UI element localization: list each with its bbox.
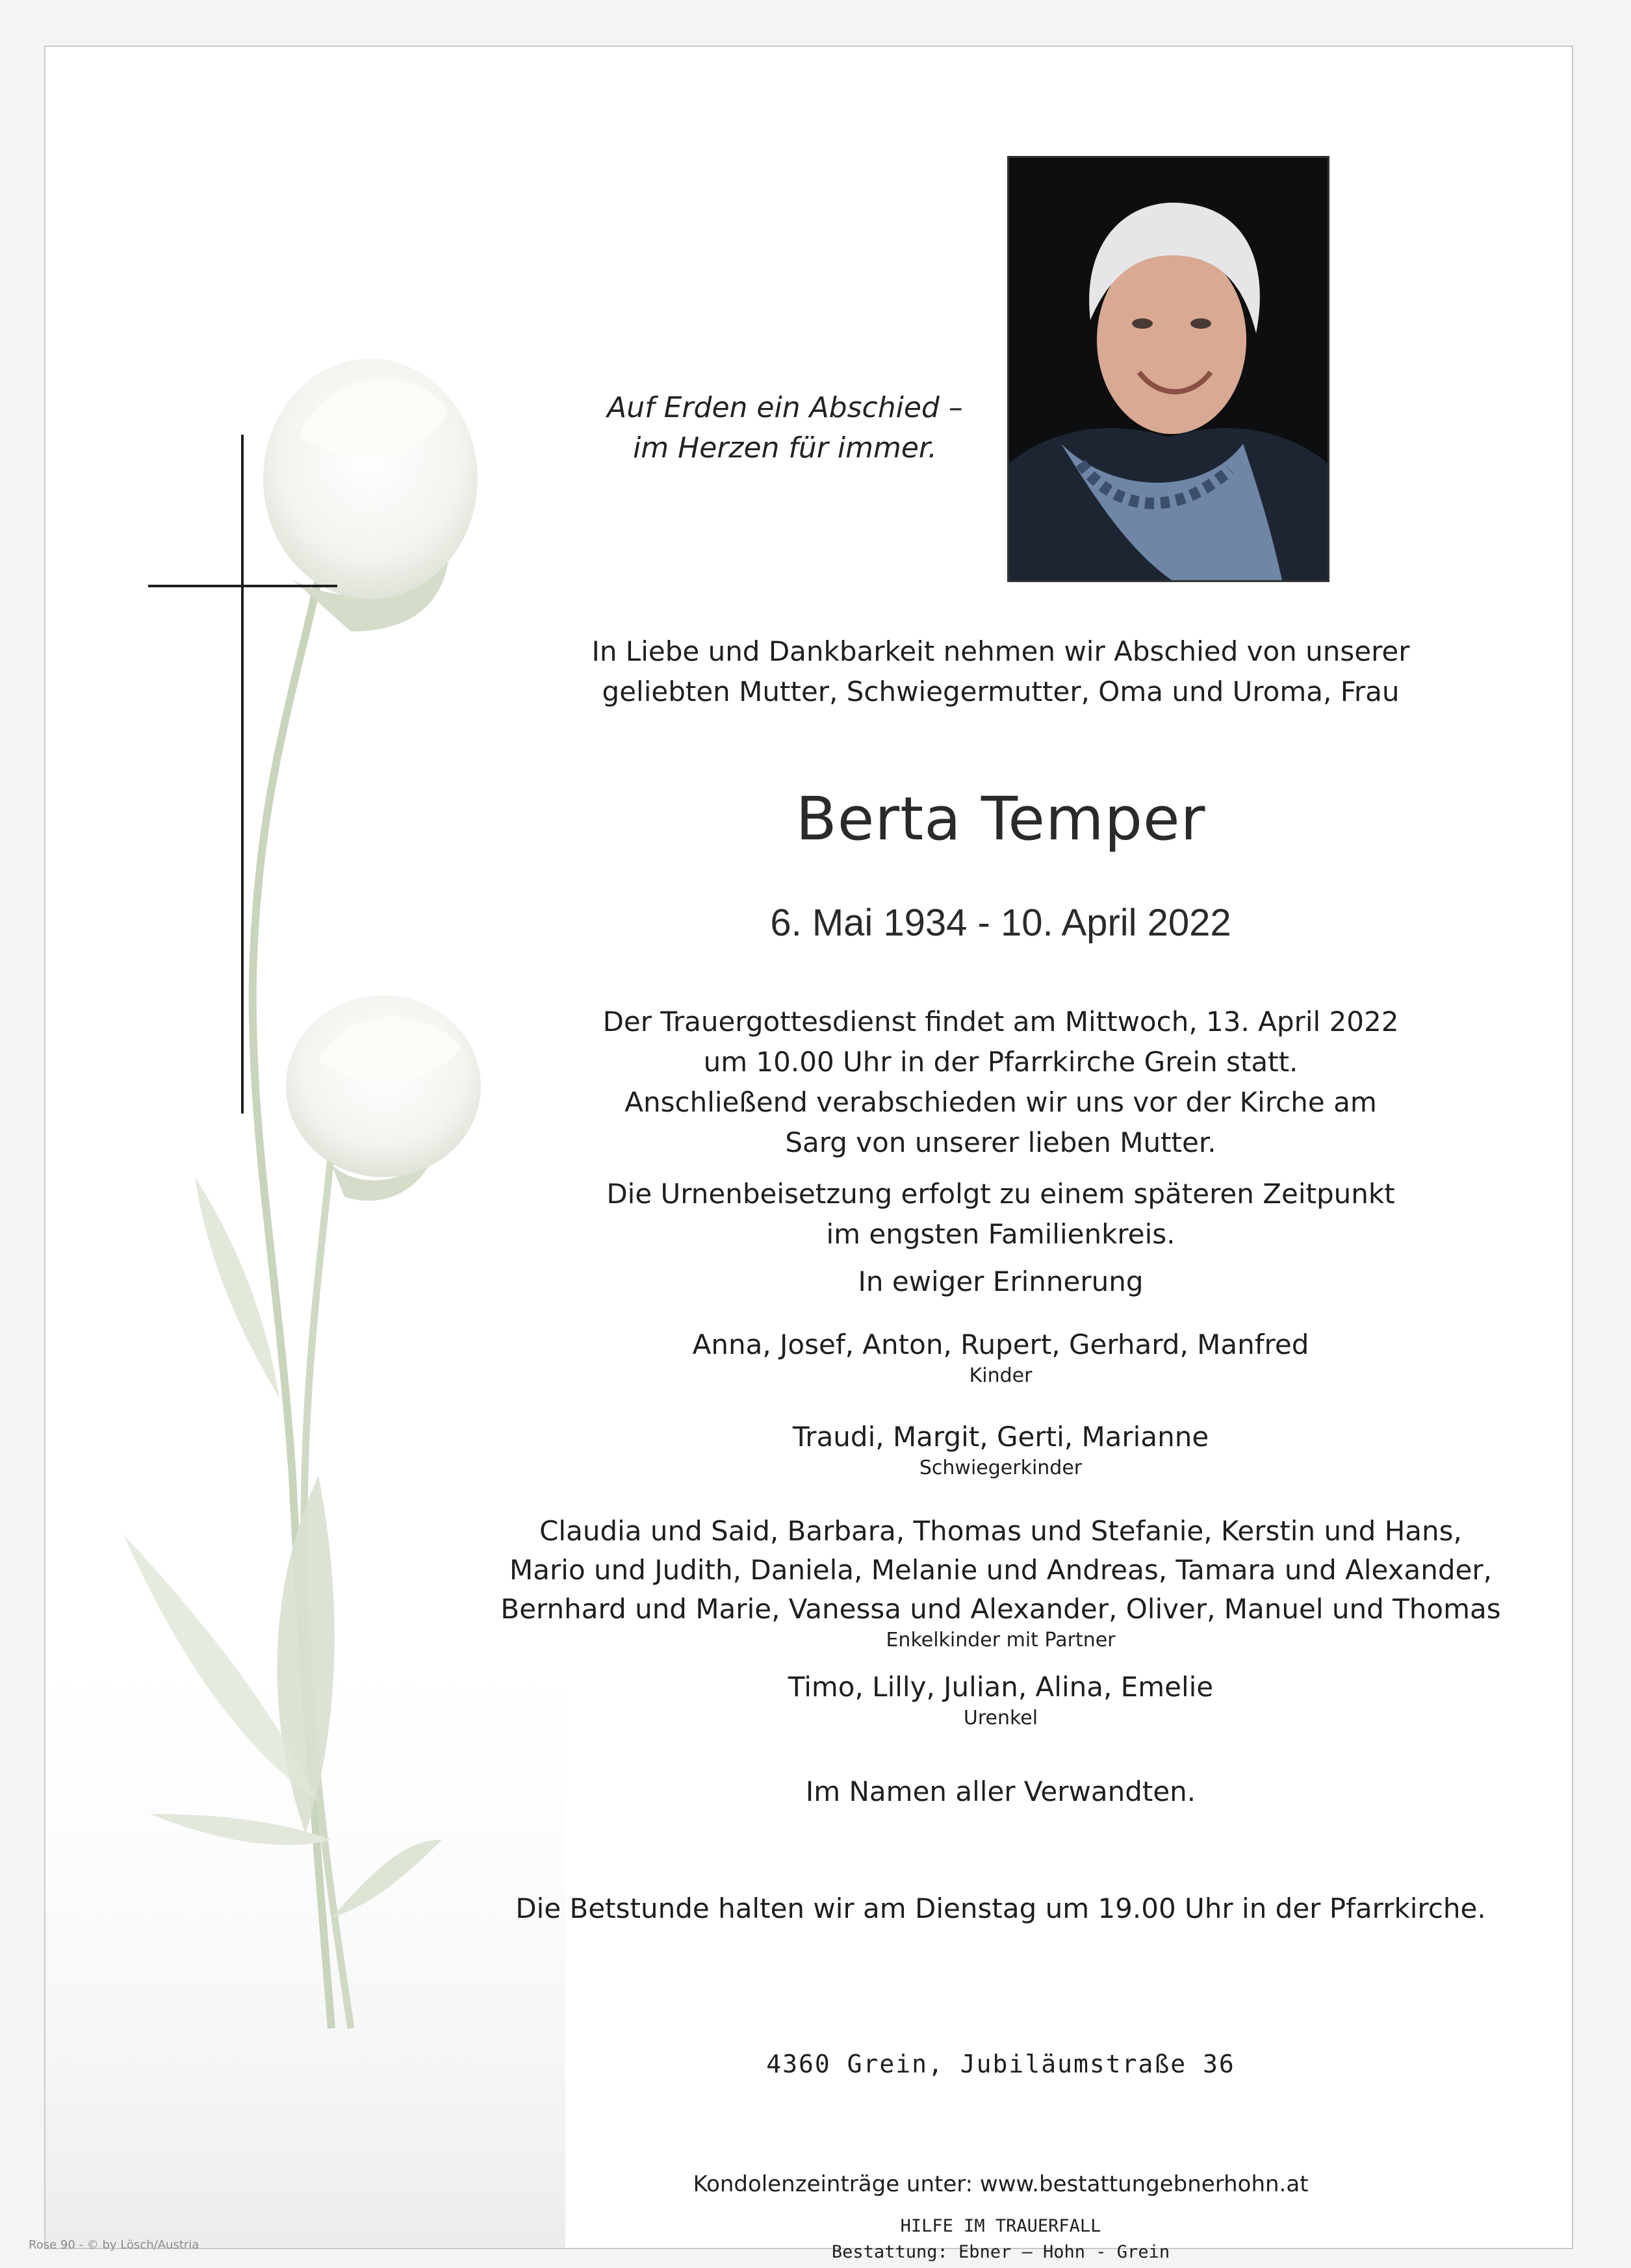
service-line-4: Sarg von unserer lieben Mutter.: [785, 1127, 1216, 1158]
burial-info: [370, 1174, 1631, 1255]
memorial-quote: [525, 388, 1045, 468]
mourners-names: Claudia und Said, Barbara, Thomas und Stefanie, Kerstin und Hans,: [539, 1515, 1462, 1547]
mourners-in-laws: [370, 1418, 1631, 1480]
mourners-great-grandchildren: [370, 1668, 1631, 1730]
mourners-role: Urenkel: [963, 1707, 1038, 1729]
mourners-role: Enkelkinder mit Partner: [886, 1629, 1116, 1651]
mourners-names: Traudi, Margit, Gerti, Marianne: [792, 1421, 1209, 1453]
parte-card: [44, 45, 1573, 2262]
address: 4360 Grein, Jubiläumstraße 36: [766, 2050, 1235, 2078]
mourners-names: Timo, Lilly, Julian, Alina, Emelie: [788, 1671, 1214, 1703]
burial-line-2: im engsten Familienkreis.: [826, 1218, 1175, 1250]
prayer-hour: Die Betstunde halten wir am Dienstag um 19.00 Uhr in der Pfarrkirche.: [515, 1892, 1486, 1924]
funeral-home-line-1: HILFE IM TRAUERFALL: [900, 2216, 1101, 2236]
cross-horizontal: [148, 585, 337, 587]
service-line-3: Anschließend verabschieden wir uns vor der Kirche am: [624, 1086, 1377, 1118]
relatives-signoff: Im Namen aller Verwandten.: [805, 1776, 1196, 1807]
deceased-name: Berta Temper: [795, 784, 1206, 854]
service-line-2: um 10.00 Uhr in der Pfarrkirche Grein statt.: [703, 1046, 1298, 1078]
intro-text: [370, 631, 1631, 712]
intro-line-1: In Liebe und Dankbarkeit nehmen wir Abschied von unserer: [591, 635, 1410, 667]
life-dates: 6. Mai 1934 - 10. April 2022: [770, 902, 1231, 944]
mourners-role: Schwiegerkinder: [919, 1457, 1083, 1479]
mourners-children: [370, 1325, 1631, 1388]
mourners-names: Mario und Judith, Daniela, Melanie und Andreas, Tamara und Alexander,: [509, 1554, 1492, 1586]
cross-vertical: [241, 435, 244, 1114]
mourners-grandchildren: [370, 1512, 1631, 1652]
burial-line-1: Die Urnenbeisetzung erfolgt zu einem späteren Zeitpunkt: [606, 1178, 1395, 1210]
image-credit: Rose 90 - © by Lösch/Austria: [29, 2238, 199, 2252]
service-info: [370, 1002, 1631, 1163]
portrait-photo: [1007, 156, 1329, 582]
condolence-link[interactable]: Kondolenzeinträge unter: www.bestattungebnerhohn.at: [693, 2171, 1309, 2197]
funeral-home: [370, 2213, 1631, 2265]
service-line-1: Der Trauergottesdienst findet am Mittwoch, 13. April 2022: [602, 1006, 1399, 1038]
funeral-home-line-2: Bestattung: Ebner – Hohn - Grein: [831, 2242, 1170, 2262]
mourners-names: Anna, Josef, Anton, Rupert, Gerhard, Manfred: [692, 1329, 1309, 1360]
intro-line-2: geliebten Mutter, Schwiegermutter, Oma und Uroma, Frau: [602, 676, 1400, 707]
quote-line-2: im Herzen für immer.: [633, 431, 937, 465]
quote-line-1: Auf Erden ein Abschied –: [607, 391, 963, 424]
memory-heading: In ewiger Erinnerung: [858, 1266, 1144, 1297]
mourners-role: Kinder: [969, 1364, 1033, 1387]
mourners-names: Bernhard und Marie, Vanessa und Alexander, Oliver, Manuel und Thomas: [500, 1593, 1501, 1625]
